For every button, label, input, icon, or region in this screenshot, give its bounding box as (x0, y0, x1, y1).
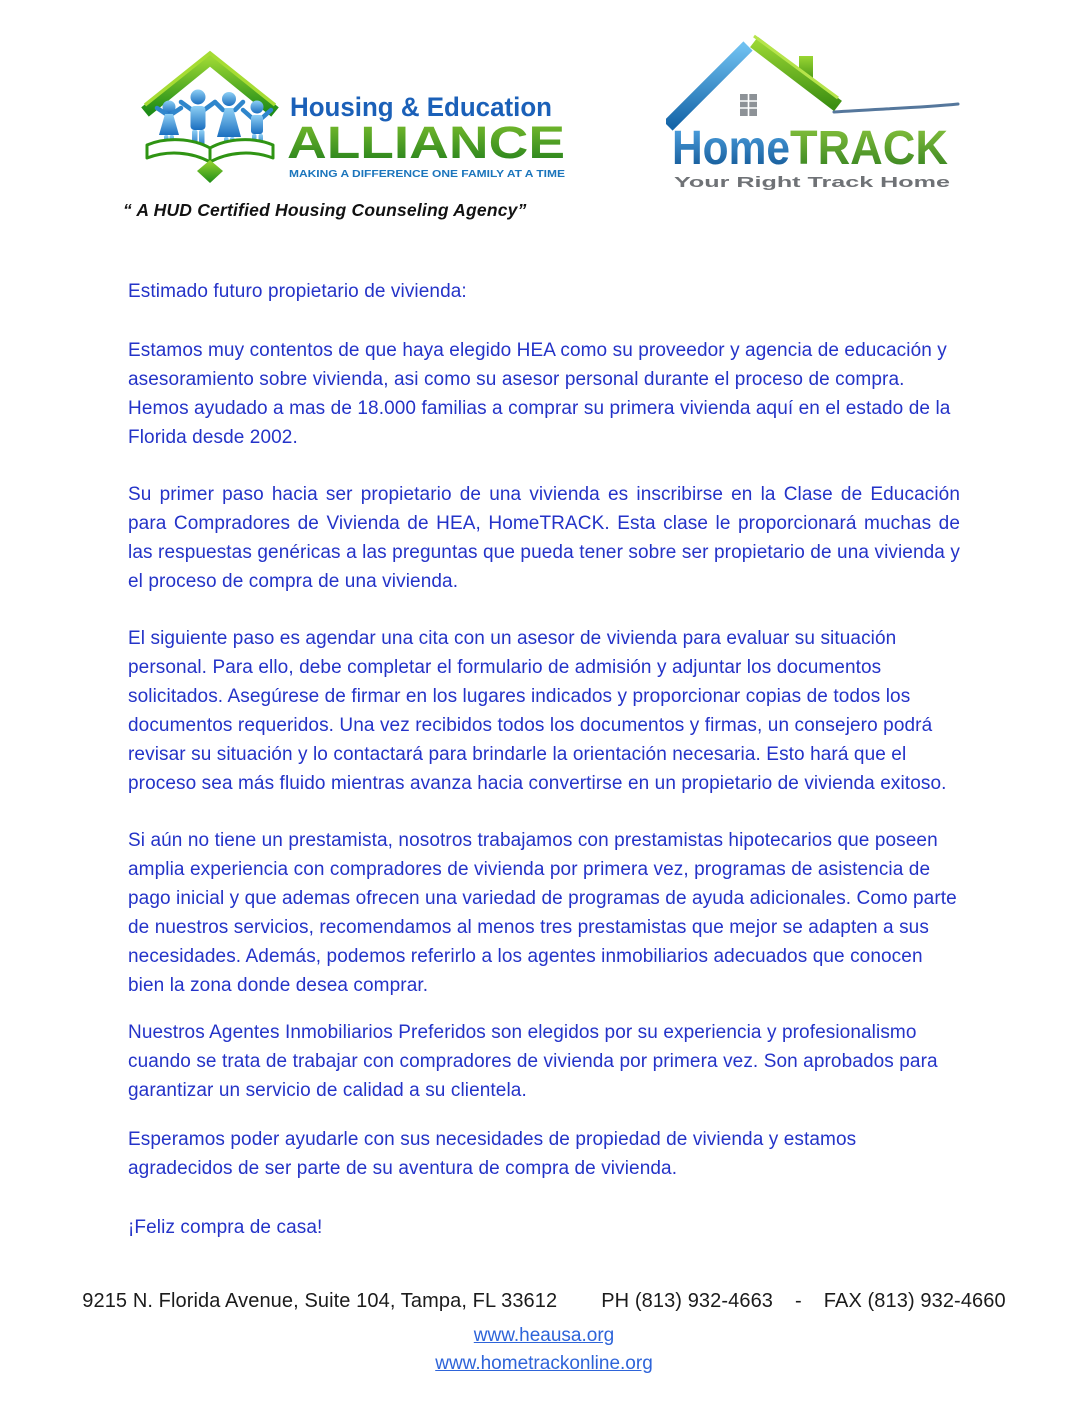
letter-paragraph: Nuestros Agentes Inmobiliarios Preferidos son elegidos por su experiencia y profesionalismo cuando se trata de trabajar con compradores de vivienda por primera vez. Son aprobados para garantizar un servicio de calidad a su clientela. (128, 1022, 938, 1101)
open-book-icon (147, 140, 273, 183)
letter-paragraph: Su primer paso hacia ser propietario de una vivienda es inscribirse en la Clase de Educación para Compradores de Vivienda de HEA, HomeTRACK. Esta clase le proporcionará muchas de las respuestas genéricas a las preguntas que pueda tener sobre ser propietario de una vivienda y el proceso de compra de una vivienda. (128, 484, 960, 592)
footer-separator: - (795, 1290, 802, 1312)
alliance-logo (138, 50, 568, 192)
roofline-icon (668, 36, 958, 126)
alliance-logo-line3: MAKING A DIFFERENCE ONE FAMILY AT A TIME (289, 168, 565, 180)
alliance-logo-line2: ALLIANCE (287, 117, 565, 168)
heausa-link[interactable]: www.heausa.org (473, 1325, 615, 1346)
hometrack-word-track: TRACK (790, 122, 949, 175)
footer-fax: FAX (813) 932-4660 (823, 1290, 1006, 1312)
hometrackonline-link[interactable]: www.hometrackonline.org (435, 1353, 653, 1374)
hometrack-wordmark (672, 122, 948, 175)
hometrack-tagline: Your Right Track Home (674, 174, 950, 191)
letter-paragraph: El siguiente paso es agendar una cita con un asesor de vivienda para evaluar su situación personal. Para ello, debe completar el formulario de admisión y adjuntar los documentos solicitados. Asegúrese de firmar en los lugares indicados y proporcionar copias de todos los documentos requeridos. Una vez recibidos todos los documentos y firmas, un consejero podrá revisar su situación y lo contactará para brindarle la orientación necesaria. Esto hará que el proceso sea más fluido mientras avanza hacia convertirse en un propietario de vivienda exitoso. (128, 628, 947, 794)
footer-phone: PH (813) 932-4663 (601, 1290, 774, 1312)
letter-paragraph: Esperamos poder ayudarle con sus necesidades de propiedad de vivienda y estamos agradecidos de ser parte de su aventura de compra de vivienda. (128, 1129, 857, 1179)
footer-contact-line (0, 1290, 1088, 1313)
closing-line: ¡Feliz compra de casa! (128, 1217, 323, 1238)
window-icon (740, 94, 757, 116)
hud-certified-tagline: “ A HUD Certified Housing Counseling Agency” (123, 200, 527, 220)
footer-address: 9215 N. Florida Avenue, Suite 104, Tampa, FL 33612 (82, 1290, 558, 1312)
hometrack-word-home: Home (672, 122, 790, 175)
letter-body (128, 277, 960, 1242)
alliance-logo-line1: Housing & Education (290, 92, 552, 122)
salutation: Estimado futuro propietario de vivienda: (128, 281, 467, 302)
letter-paragraph: Si aún no tiene un prestamista, nosotros trabajamos con prestamistas hipotecarios que poseen amplia experiencia con compradores de vivienda por primera vez, programas de asistencia de pago inicial y que ademas ofrecen una variedad de programas de ayuda adicionales. Como parte de nuestros servicios, recomendamos al menos tres prestamistas que mejor se adapten a sus necesidades. Además, podemos referirlo a los agentes inmobiliarios adecuados que conocen bien la zona donde desea comprar. (128, 830, 957, 996)
letter-paragraph: Estamos muy contentos de que haya elegido HEA como su proveedor y agencia de educación y asesoramiento sobre vivienda, asi como su asesor personal durante el proceso de compra. Hemos ayudado a mas de 18.000 familias a comprar su primera vivienda aquí en el estado de la Florida desde 2002. (128, 340, 951, 448)
footer-links (0, 1322, 1088, 1378)
hometrack-logo (666, 34, 966, 194)
